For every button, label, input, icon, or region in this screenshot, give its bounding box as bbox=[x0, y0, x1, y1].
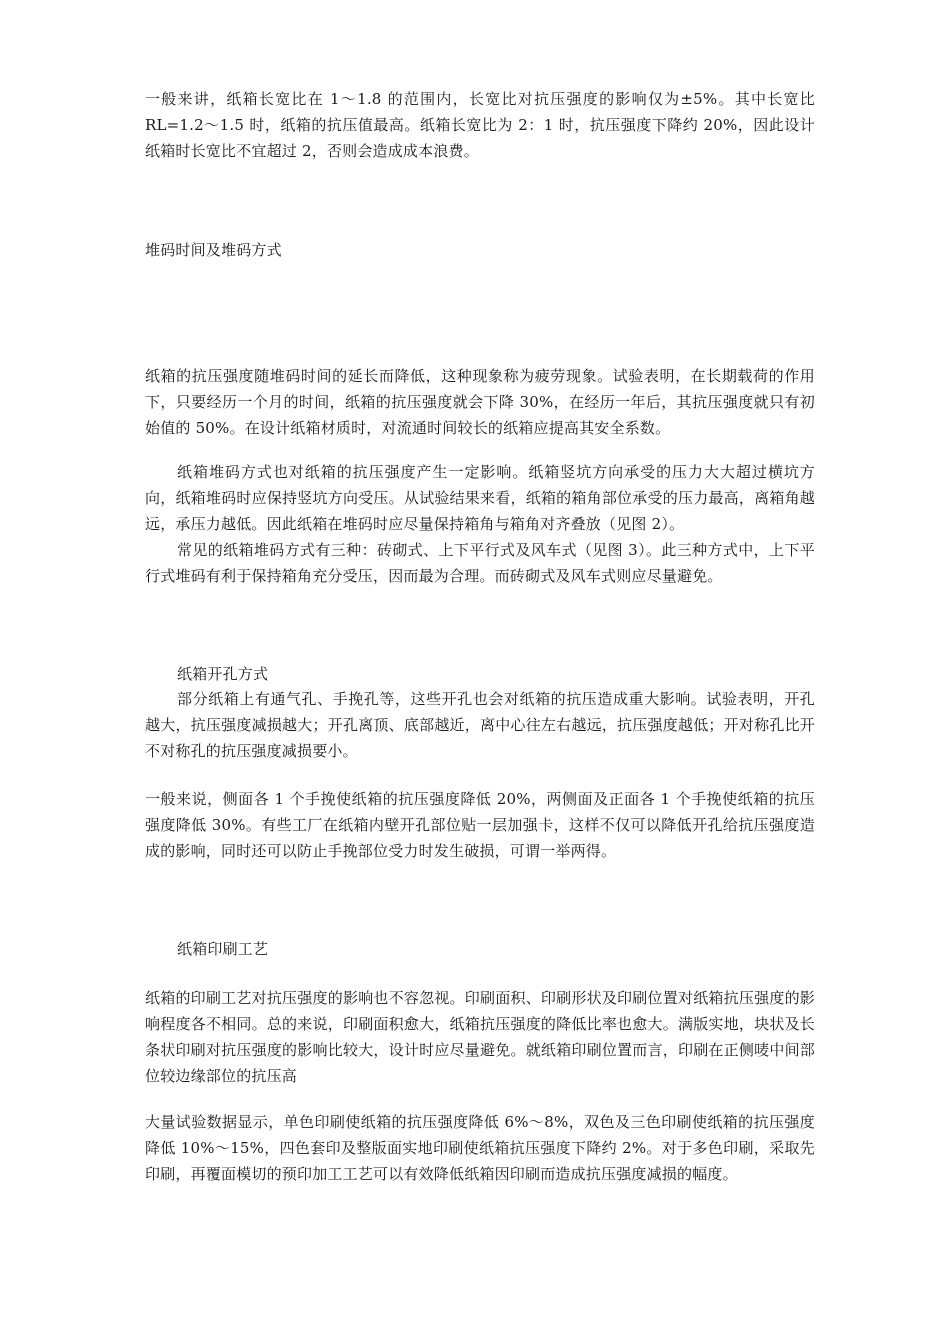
paragraph-fatigue: 纸箱的抗压强度随堆码时间的延长而降低，这种现象称为疲劳现象。试验表明，在长期载荷的作用下，只要经历一个月的时间，纸箱的抗压强度就会下降 30%，在经历一年后，其抗压强度就只有初始值的 50%。在设计纸箱材质时，对流通时间较长的纸箱应提高其安全系数。 bbox=[145, 367, 815, 437]
paragraph-openings: 部分纸箱上有通气孔、手挽孔等，这些开孔也会对纸箱的抗压造成重大影响。试验表明，开孔越大，抗压强度减损越大；开孔离顶、底部越近，离中心往左右越远，抗压强度越低；开对称孔比开不对称孔的抗压强度减损要小。 bbox=[145, 690, 815, 760]
section-heading-stacking: 堆码时间及堆码方式 bbox=[145, 241, 282, 259]
paragraph-printing: 纸箱的印刷工艺对抗压强度的影响也不容忽视。印刷面积、印刷形状及印刷位置对纸箱抗压强度的影响程度各不相同。总的来说，印刷面积愈大，纸箱抗压强度的降低比率也愈大。满版实地，块状及长条状印刷对抗压强度的影响比较大，设计时应尽量避免。就纸箱印刷位置而言，印刷在正侧唛中间部位较边缘部位的抗压高 bbox=[145, 989, 815, 1085]
section-heading-printing: 纸箱印刷工艺 bbox=[177, 940, 269, 958]
paragraph-aspect-ratio: 一般来讲，纸箱长宽比在 1～1.8 的范围内，长宽比对抗压强度的影响仅为±5%。其中长宽比 RL=1.2～1.5 时，纸箱的抗压值最高。纸箱长宽比为 2：1 时，抗压强度下降约 20%，因此设计纸箱时长宽比不宜超过 2，否则会造成成本浪费。 bbox=[145, 90, 815, 160]
paragraph-printing-data: 大量试验数据显示，单色印刷使纸箱的抗压强度降低 6%～8%，双色及三色印刷使纸箱的抗压强度降低 10%～15%，四色套印及整版面实地印刷使纸箱抗压强度下降约 2%。对于多色印刷，采取先印刷，再覆面模切的预印加工工艺可以有效降低纸箱因印刷而造成抗压强度减损的幅度。 bbox=[145, 1113, 815, 1183]
paragraph-stacking-types: 常见的纸箱堆码方式有三种：砖砌式、上下平行式及风车式（见图 3）。此三种方式中，上下平行式堆码有利于保持箱角充分受压，因而最为合理。而砖砌式及风车式则应尽量避免。 bbox=[145, 541, 815, 585]
paragraph-hand-holes: 一般来说，侧面各 1 个手挽使纸箱的抗压强度降低 20%，两侧面及正面各 1 个手挽使纸箱的抗压强度降低 30%。有些工厂在纸箱内壁开孔部位贴一层加强卡，这样不仅可以降低开孔给抗压强度造成的影响，同时还可以防止手挽部位受力时发生破损，可谓一举两得。 bbox=[145, 790, 815, 860]
section-heading-openings: 纸箱开孔方式 bbox=[177, 665, 269, 683]
paragraph-stacking-method: 纸箱堆码方式也对纸箱的抗压强度产生一定影响。纸箱竖坑方向承受的压力大大超过横坑方向，纸箱堆码时应保持竖坑方向受压。从试验结果来看，纸箱的箱角部位承受的压力最高，离箱角越远，承压力越低。因此纸箱在堆码时应尽量保持箱角与箱角对齐叠放（见图 2）。 bbox=[145, 463, 815, 533]
